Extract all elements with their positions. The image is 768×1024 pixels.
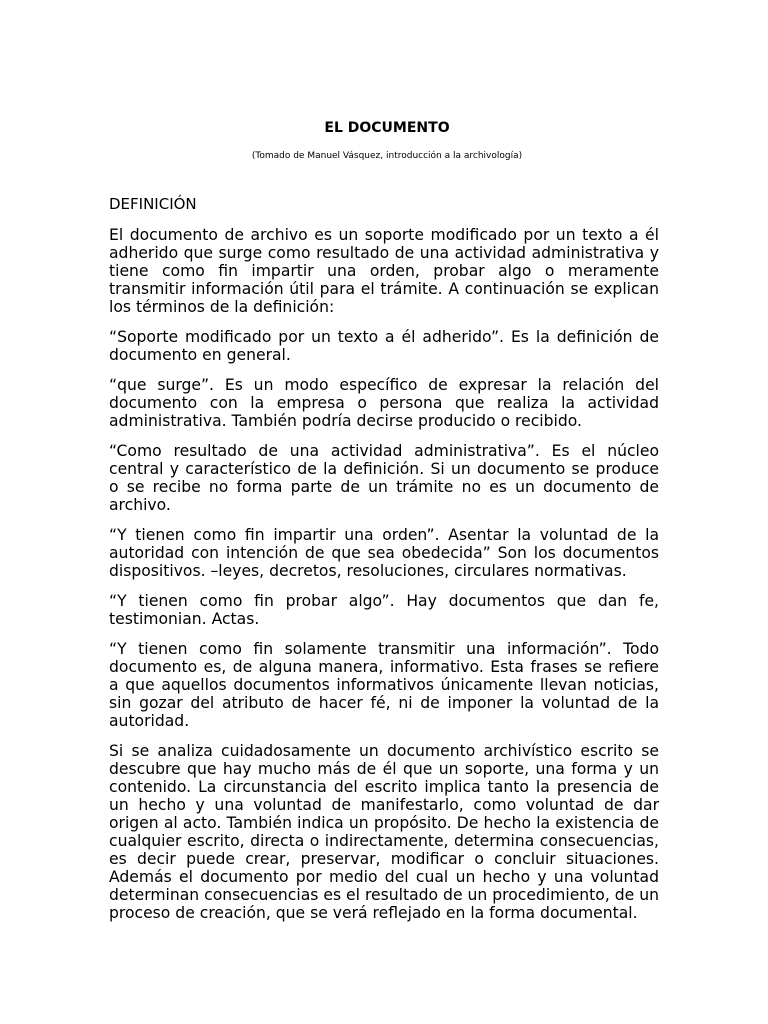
document-subtitle: (Tomado de Manuel Vásquez, introducción a la archivología) [251,151,523,161]
paragraph-resultado: “Como resultado de una actividad administrativa”. Es el núcleo central y característico de la definición. Si un documento se produce o se recibe no forma parte de un trámite no es un documento de archivo. [109,442,659,514]
paragraph-probar-algo: “Y tienen como fin probar algo”. Hay documentos que dan fe, testimonian. Actas. [109,592,659,628]
paragraph-analisis: Si se analiza cuidadosamente un documento archivístico escrito se descubre que hay mucho más de él que un soporte, una forma y un contenido. La circunstancia del escrito implica tanto la presencia de un hecho y una voluntad de manifestarlo, como voluntad de dar origen al acto. También indica un propósito. De hecho la existencia de cualquier escrito, directa o indirectamente, determina consecuencias, es decir puede crear, preservar, modificar o concluir situaciones. Además el documento por medio del cual un hecho y una voluntad determinan consecuencias es el resultado de un procedimiento, de un proceso de creación, que se verá reflejado en la forma documental. [109,742,659,922]
paragraph-definition: El documento de archivo es un soporte modificado por un texto a él adherido que surge como resultado de una actividad administrativa y tiene como fin impartir una orden, probar algo o meramente transmitir información útil para el trámite. A continuación se explican los términos de la definición: [109,226,659,316]
paragraph-transmitir-informacion: “Y tienen como fin solamente transmitir una información”. Todo documento es, de alguna manera, informativo. Esta frases se refiere a que aquellos documentos informativos únicamente llevan noticias, sin gozar del atributo de hacer fé, ni de imponer la voluntad de la autoridad. [109,640,659,730]
document-body [109,226,659,922]
paragraph-soporte: “Soporte modificado por un texto a él adherido”. Es la definición de documento en general. [109,328,659,364]
document-title: EL DOCUMENTO [324,120,450,136]
paragraph-que-surge: “que surge”. Es un modo específico de expresar la relación del documento con la empresa o persona que realiza la actividad administrativa. También podría decirse producido o recibido. [109,376,659,430]
section-heading: DEFINICIÓN [109,195,197,213]
paragraph-impartir-orden: “Y tienen como fin impartir una orden”. Asentar la voluntad de la autoridad con intención de que sea obedecida” Son los documentos dispositivos. –leyes, decretos, resoluciones, circulares normativas. [109,526,659,580]
